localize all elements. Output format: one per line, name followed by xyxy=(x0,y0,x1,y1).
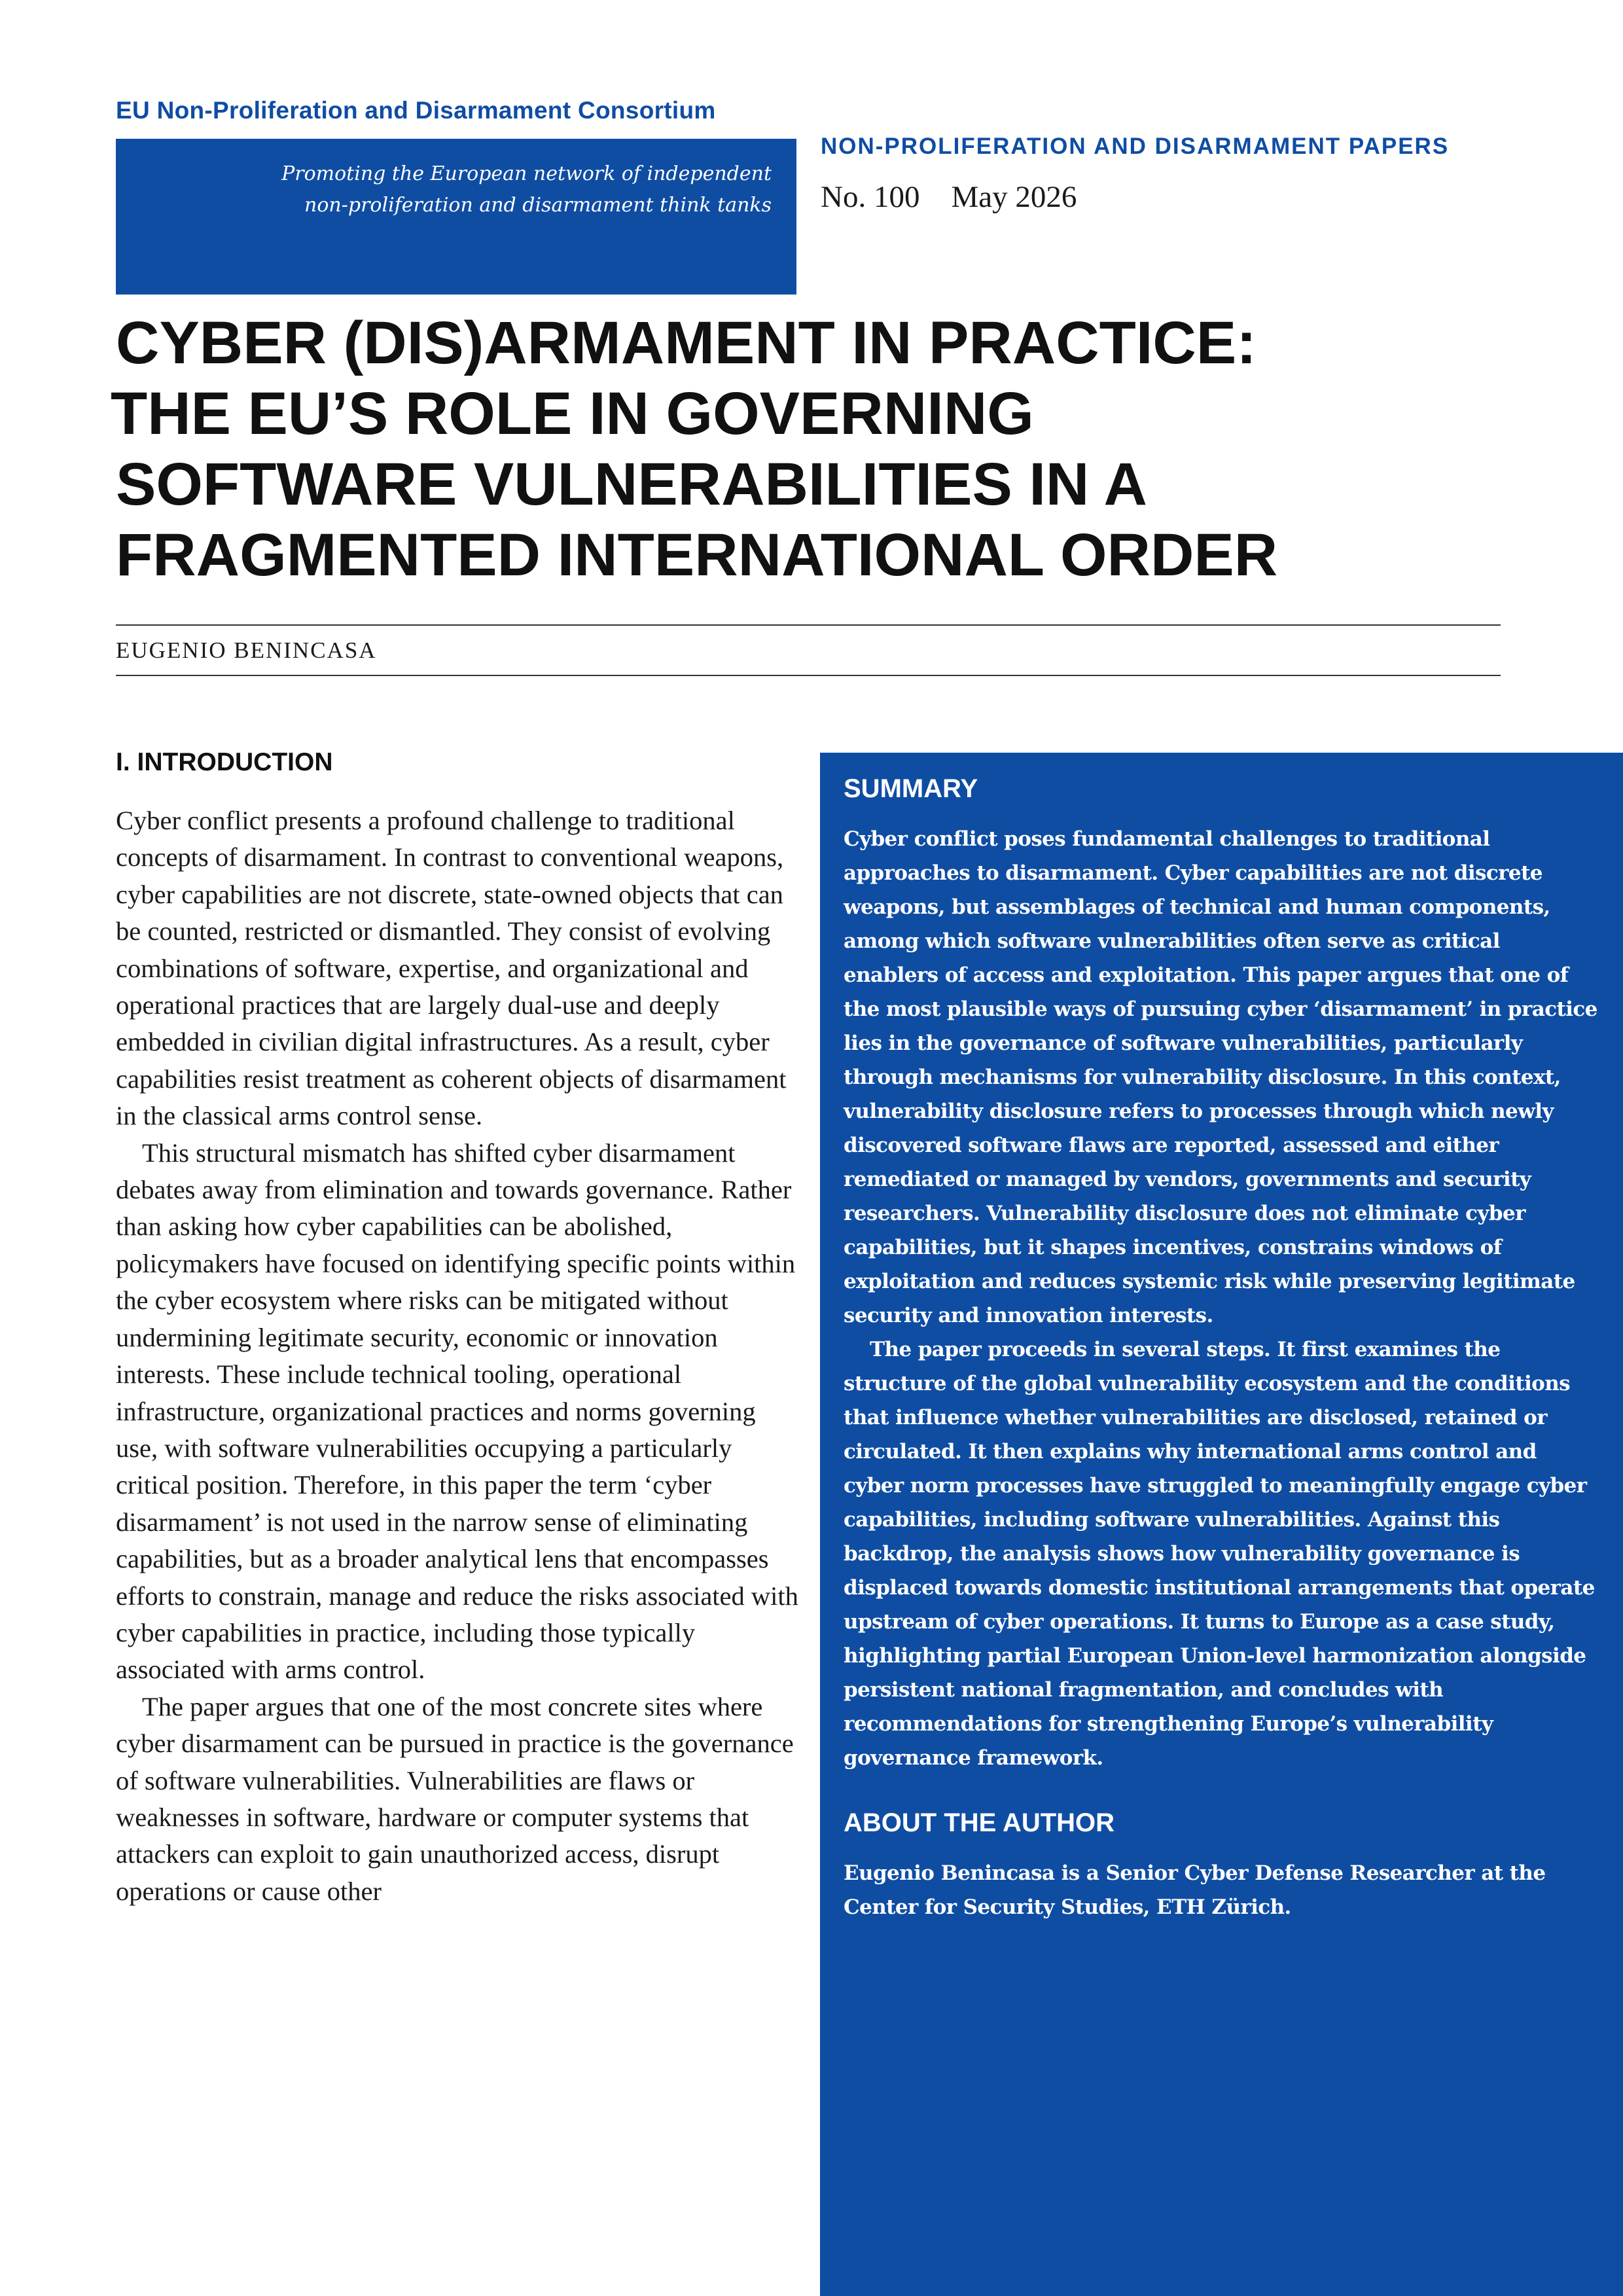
divider xyxy=(116,675,1501,676)
issue-date: May 2026 xyxy=(951,180,1077,214)
consortium-tagline xyxy=(281,158,772,221)
title-line: CYBER (DIS)ARMAMENT IN PRACTICE: xyxy=(116,310,1257,376)
body-paragraph: The paper argues that one of the most concrete sites where cyber disarmament can be pursued in practice is the governance of software vulnerabilities. Vulnerabilities are flaws or weaknesses in software, hardware or computer systems that attackers can exploit to gain unauthorized access, disrupt operations or cause other xyxy=(116,1691,794,1906)
issue-number: No. 100 xyxy=(821,180,920,214)
issue-info xyxy=(821,179,1077,215)
series-label: NON-PROLIFERATION AND DISARMAMENT PAPERS xyxy=(821,134,1450,159)
paper-title xyxy=(111,308,1523,590)
consortium-banner xyxy=(116,139,796,295)
divider xyxy=(116,624,1501,626)
consortium-name: EU Non-Proliferation and Disarmament Consortium xyxy=(116,97,716,124)
about-author-heading: ABOUT THE AUTHOR xyxy=(844,1808,1115,1837)
title-line: SOFTWARE VULNERABILITIES IN A xyxy=(116,451,1147,518)
summary-paragraph: Cyber conflict poses fundamental challenges to traditional approaches to disarmament. Cyber capabilities are not discrete weapons, but assemblages of technical and human components, among which software vulnerabilities often serve as critical enablers of access and exploitation. This paper argues that one of the most plausible ways of pursuing cyber ‘disarmament’ in practice lies in the governance of software vulnerabilities, particularly through mechanisms for vulnerability disclosure. In this context, vulnerability disclosure refers to processes through which newly discovered software flaws are reported, assessed and either remediated or managed by vendors, governments and security researchers. Vulnerability disclosure does not eliminate cyber capabilities, but it shapes incentives, constrains windows of exploitation and reduces systemic risk while preserving legitimate security and innovation interests. xyxy=(844,827,1597,1327)
body-paragraph: Cyber conflict presents a profound challenge to traditional concepts of disarmament. In contrast to conventional weapons, cyber capabilities are not discrete, state-owned objects that can be counted, restricted or dismantled. They consist of evolving combinations of software, expertise, and organizational and operational practices that are largely dual-use and deeply embedded in civilian digital infrastructures. As a result, cyber capabilities resist treatment as coherent objects of disarmament in the classical arms control sense. xyxy=(116,806,787,1131)
tagline-line: Promoting the European network of independent xyxy=(281,162,772,185)
tagline-line: non-proliferation and disarmament think tanks xyxy=(304,194,772,217)
summary-heading: SUMMARY xyxy=(844,774,978,803)
title-line: FRAGMENTED INTERNATIONAL ORDER xyxy=(116,522,1278,588)
body-paragraph: This structural mismatch has shifted cyber disarmament debates away from elimination and towards governance. Rather than asking how cyber capabilities can be abolished, policymakers have focused on identifying specific points within the cyber ecosystem where risks can be mitigated without undermining legitimate security, economic or innovation interests. These include technical tooling, operational infrastructure, organizational practices and norms governing use, with software vulnerabilities occupying a particularly critical position. Therefore, in this paper the term ‘cyber disarmament’ is not used in the narrow sense of eliminating capabilities, but as a broader analytical lens that encompasses efforts to constrain, manage and reduce the risks associated with cyber capabilities in practice, including those typically associated with arms control. xyxy=(116,1138,798,1685)
about-author-text: Eugenio Benincasa is a Senior Cyber Defense Researcher at the Center for Security Studies, ETH Zürich. xyxy=(844,1861,1546,1919)
introduction-section xyxy=(116,746,803,1910)
summary-sidebar xyxy=(820,753,1623,2296)
title-line: THE EU’S ROLE IN GOVERNING xyxy=(111,380,1034,447)
author-name: EUGENIO BENINCASA xyxy=(116,637,377,663)
section-heading: I. INTRODUCTION xyxy=(116,748,333,776)
summary-paragraph: The paper proceeds in several steps. It first examines the structure of the global vulnerability ecosystem and the conditions that influence whether vulnerabilities are disclosed, retained or circulated. It then explains why international arms control and cyber norm processes have struggled to meaningfully engage cyber capabilities, including software vulnerabilities. Against this backdrop, the analysis shows how vulnerability governance is displaced towards domestic institutional arrangements that operate upstream of cyber operations. It turns to Europe as a case study, highlighting partial European Union-level harmonization alongside persistent national fragmentation, and concludes with recommendations for strengthening Europe’s vulnerability governance framework. xyxy=(844,1338,1595,1770)
